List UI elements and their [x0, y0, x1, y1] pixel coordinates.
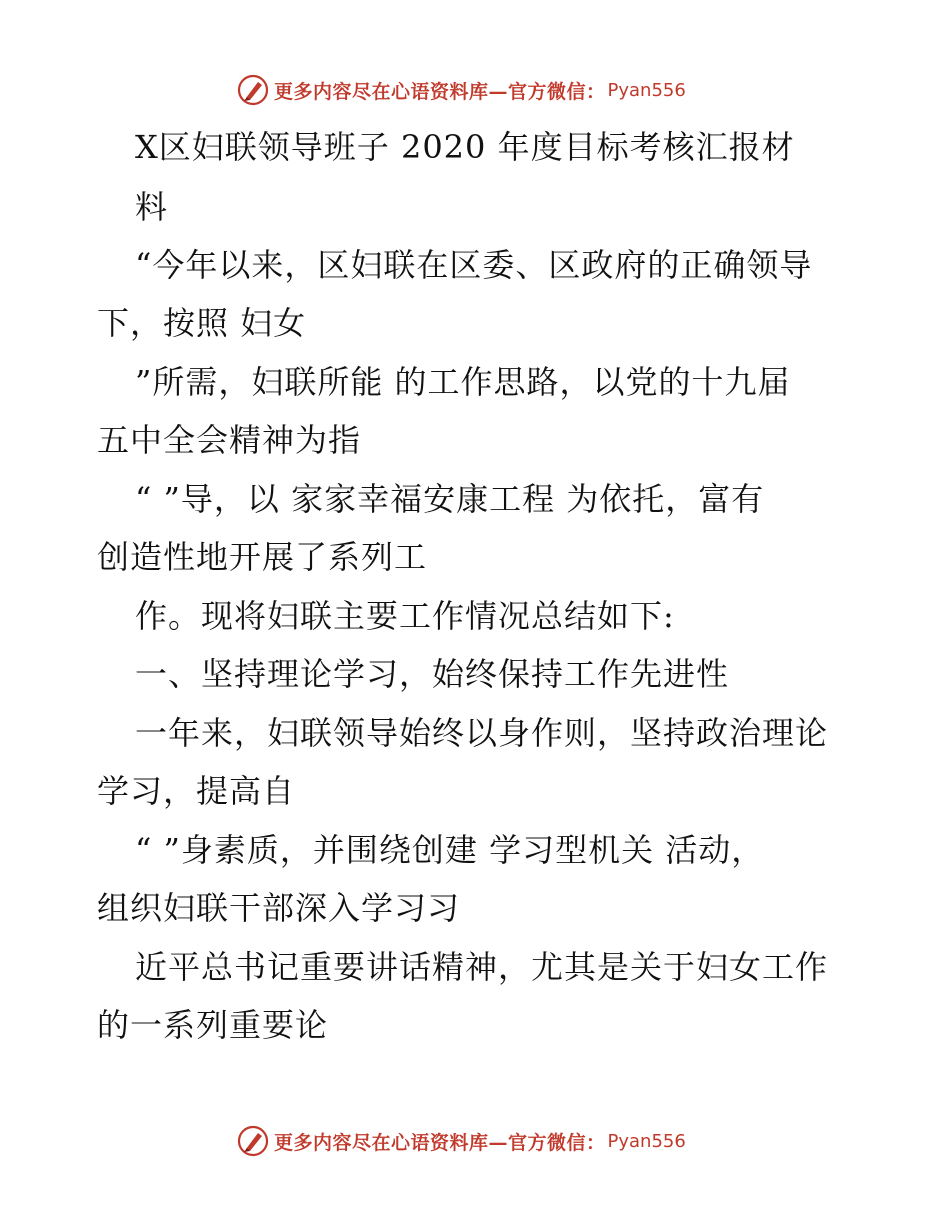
watermark-handle: Pyan556: [607, 1130, 686, 1152]
paragraph-line: “今年以来，区妇联在区委、区政府的正确领导: [135, 246, 813, 284]
paragraph-line: 的一系列重要论: [97, 1006, 329, 1044]
pen-nib-seal-icon: [236, 1124, 270, 1158]
paragraph-line: “ ”导，以 家家幸福安康工程 为依托，富有: [135, 480, 765, 518]
paragraph-line: 学习，提高自: [97, 772, 296, 810]
doc-title-line-2: 料: [135, 188, 169, 226]
section-heading: 一、坚持理论学习，始终保持工作先进性: [135, 655, 730, 693]
watermark-text: 更多内容尽在心语资料库—官方微信：: [274, 80, 606, 103]
pen-nib-seal-icon: [236, 73, 270, 107]
paragraph-line: ”所需，妇联所能 的工作思路，以党的十九届: [135, 363, 791, 401]
paragraph-line: 一年来，妇联领导始终以身作则，坚持政治理论: [135, 714, 829, 752]
paragraph-line: 作。现将妇联主要工作情况总结如下:: [135, 597, 675, 635]
paragraph-line: “ ”身素质，并围绕创建 学习型机关 活动，: [135, 831, 765, 869]
footer-watermark: [236, 1124, 686, 1158]
watermark-handle: Pyan556: [607, 79, 686, 101]
paragraph-line: 五中全会精神为指: [97, 421, 362, 459]
paragraph-line: 创造性地开展了系列工: [97, 538, 428, 576]
paragraph-line: 近平总书记重要讲话精神，尤其是关于妇女工作: [135, 948, 829, 986]
header-watermark: [236, 73, 686, 107]
paragraph-line: 下，按照 妇女: [97, 304, 307, 342]
paragraph-line: 组织妇联干部深入学习习: [97, 889, 461, 927]
doc-title-line-1: X区妇联领导班子 2020 年度目标考核汇报材: [135, 128, 795, 166]
watermark-text: 更多内容尽在心语资料库—官方微信：: [274, 1131, 606, 1154]
